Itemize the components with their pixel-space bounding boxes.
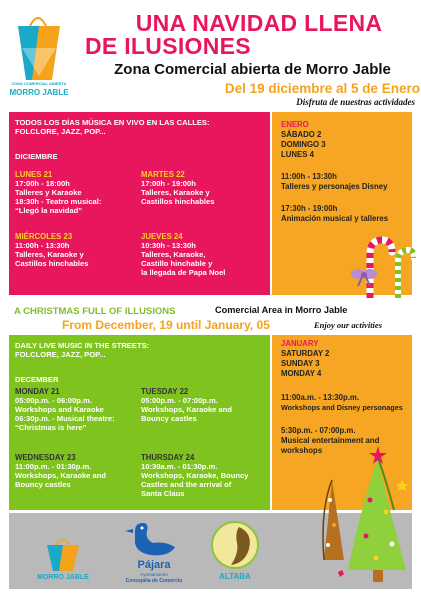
day-title: MARTES 22 <box>141 170 185 179</box>
enjoy-english: Enjoy our activities <box>314 320 382 330</box>
day-line: “Christmas is here” <box>15 423 87 432</box>
pajara-sub-1: Ayuntamiento <box>140 572 168 577</box>
dates-spanish: Del 19 diciembre al 5 de Enero <box>224 81 420 96</box>
day-line: Talleres, Karaoke y <box>141 188 210 197</box>
day-line: 10:30h - 13:30h <box>141 241 196 250</box>
january-heading: JANUARY <box>281 339 319 348</box>
day-block-lunes <box>15 170 101 215</box>
bow-decoration <box>350 265 378 287</box>
day-line: 05:00p.m. - 06:00p.m. <box>15 396 92 405</box>
day-line: Workshops, Karaoke and <box>15 471 107 480</box>
logo-brand: MORRO JABLE <box>9 88 69 97</box>
footer-logo-brand: MORRO JABLE <box>37 574 89 581</box>
day-title: JUEVES 24 <box>141 232 183 241</box>
january-line: 17:30h - 19:00h <box>281 204 338 213</box>
logo-caption: ZONA COMERCIAL ABIERTA <box>11 81 67 86</box>
day-block-monday <box>15 387 115 432</box>
month-heading: DICIEMBRE <box>15 152 58 161</box>
pajara-logo <box>121 521 187 587</box>
january-day: DOMINGO 3 <box>281 140 326 149</box>
day-line: Talleres, Karaoke, <box>141 250 206 259</box>
altaba-logo <box>209 519 267 585</box>
day-line: Bouncy castles <box>141 414 197 423</box>
day-line: Santa Claus <box>141 489 185 498</box>
day-line: Castles and the arrival of <box>141 480 232 489</box>
day-line: Workshops, Karaoke and <box>141 405 233 414</box>
january-line: Talleres y personajes Disney <box>281 182 388 191</box>
january-heading: ENERO <box>281 120 309 129</box>
day-line: 11:00h - 13:30h <box>15 241 70 250</box>
day-line: Castillo hinchable y <box>141 259 213 268</box>
day-line: 17:00h - 19:00h <box>141 179 196 188</box>
day-block-miercoles <box>15 232 88 268</box>
intro-line-1: TODOS LOS DÍAS MÚSICA EN VIVO EN LAS CALLES: <box>15 118 210 127</box>
intro-line-2: FOLCLORE, JAZZ, POP... <box>15 350 106 359</box>
day-title: MIÉRCOLES 23 <box>15 232 73 241</box>
morro-jable-footer-logo <box>37 537 89 585</box>
intro-line-2: FOLCLORE, JAZZ, POP... <box>15 127 106 136</box>
january-line: workshops <box>281 446 323 455</box>
day-line: Castillos hinchables <box>15 259 89 268</box>
day-block-thursday <box>141 453 248 498</box>
subtitle: Zona Comercial abierta de Morro Jable <box>114 61 391 78</box>
january-line: 5:30p.m. - 07:00p.m. <box>281 426 356 435</box>
day-line: Workshops, Karaoke, Bouncy <box>141 471 249 480</box>
january-line: 11:00a.m. - 13:30p.m. <box>281 393 360 402</box>
january-line: Musical entertainment and <box>281 436 380 445</box>
pajara-name: Pájara <box>137 559 171 571</box>
day-line: 17:00h - 18:00h <box>15 179 70 188</box>
title-english: A CHRISTMAS FULL OF ILLUSIONS <box>14 306 176 317</box>
month-heading: DECEMBER <box>15 375 59 384</box>
day-block-wednesday <box>15 453 106 489</box>
morro-jable-logo <box>8 8 70 103</box>
day-title: THURSDAY 24 <box>141 453 195 462</box>
january-line: Workshops and Disney personages <box>281 403 403 412</box>
intro-line-1: DAILY LIVE MUSIC IN THE STREETS: <box>15 341 150 350</box>
day-line: Bouncy castles <box>15 480 71 489</box>
day-line: Castillos hinchables <box>141 197 215 206</box>
day-line: Workshops and Karaoke <box>15 405 104 414</box>
day-block-jueves <box>141 232 225 277</box>
dates-english: From December, 19 until January, 05 <box>62 318 270 332</box>
day-title: MONDAY 21 <box>15 387 60 396</box>
day-line: Talleres, Karaoke y <box>15 250 84 259</box>
day-line: 05:00p.m. - 07:00p.m. <box>141 396 218 405</box>
day-line: la llegada de Papa Noel <box>141 268 226 277</box>
spanish-december-panel <box>9 112 270 295</box>
english-december-panel <box>9 335 270 510</box>
day-line: “Llegó la navidad” <box>15 206 83 215</box>
january-day: MONDAY 4 <box>281 369 322 378</box>
day-block-tuesday <box>141 387 232 423</box>
january-day: SÁBADO 2 <box>281 130 322 139</box>
pajara-sub-2: Concejalía de Comercio <box>125 578 183 584</box>
title-line-2: DE ILUSIONES <box>85 33 251 59</box>
altaba-name: ALTABA <box>219 572 251 581</box>
subtitle-english: Comercial Area in Morro Jable <box>215 305 348 315</box>
enjoy-spanish: Disfruta de nuestras actividades <box>296 97 415 107</box>
day-line: 11:00p.m. - 01:30p.m. <box>15 462 92 471</box>
day-line: 18:30h - Teatro musical: <box>15 197 102 206</box>
day-title: TUESDAY 22 <box>141 387 189 396</box>
january-day: SUNDAY 3 <box>281 359 320 368</box>
title-line-1: UNA NAVIDAD LLENA <box>135 10 383 36</box>
day-title: LUNES 21 <box>15 170 53 179</box>
christmas-trees-decoration <box>310 440 415 590</box>
day-line: 10:30a.m. - 01:30p.m. <box>141 462 218 471</box>
january-day: SATURDAY 2 <box>281 349 330 358</box>
day-block-martes <box>141 170 214 206</box>
january-line: Animación musical y talleres <box>281 214 389 223</box>
day-line: 06:30p.m. - Musical theatre: <box>15 414 115 423</box>
day-title: WEDNESDAY 23 <box>15 453 76 462</box>
day-line: Talleres y Karaoke <box>15 188 82 197</box>
january-day: LUNES 4 <box>281 150 314 159</box>
january-line: 11:00h - 13:30h <box>281 172 337 181</box>
